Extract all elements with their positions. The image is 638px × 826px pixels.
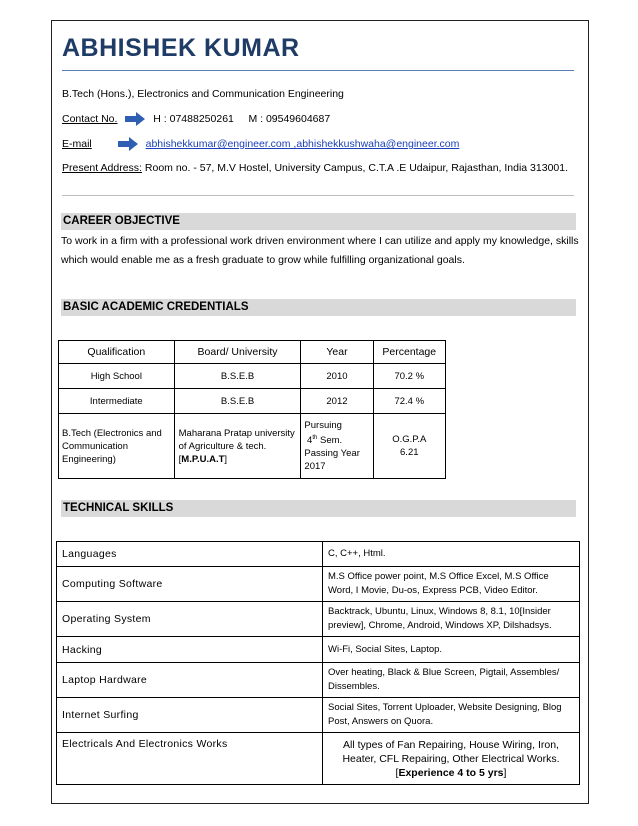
semester-suffix: th	[312, 434, 318, 441]
arrow-right-icon	[124, 112, 146, 126]
electrical-works-text: All types of Fan Repairing, House Wiring, Iron, Heater, CFL Repairing, Other Electrical Works.	[342, 738, 560, 765]
year-status: Pursuing	[304, 419, 342, 431]
qualification-cell: Intermediate	[59, 389, 175, 414]
address-label: Present Address:	[62, 162, 142, 174]
skill-detail: Social Sites, Torrent Uploader, Website Designing, Blog Post, Answers on Quora.	[323, 698, 580, 733]
skills-table	[56, 541, 580, 785]
header-divider	[62, 195, 574, 196]
skill-category: Computing Software	[57, 567, 323, 602]
bracket-open: [	[395, 766, 399, 779]
skill-category: Laptop Hardware	[57, 663, 323, 698]
grade-label: O.G.P.A	[392, 434, 427, 445]
passing-year: Passing Year 2017	[304, 448, 360, 473]
bracket-close: ]	[503, 766, 507, 779]
percentage-cell: 72.4 %	[373, 389, 445, 414]
table-row	[57, 733, 580, 785]
phone-numbers: H : 07488250261 M : 09549604687	[153, 112, 331, 125]
percentage-cell: 70.2 %	[373, 364, 445, 389]
percentage-cell	[373, 414, 445, 479]
degree-line: B.Tech (Hons.), Electronics and Communication Engineering	[62, 88, 344, 100]
skill-detail: C, C++, Html.	[323, 542, 580, 567]
column-header: Year	[301, 341, 373, 364]
skill-detail: Backtrack, Ubuntu, Linux, Windows 8, 8.1, 10[Insider preview], Chrome, Android, Windows XP, Dilshadsys.	[323, 602, 580, 637]
skill-category: Languages	[57, 542, 323, 567]
section-heading-academic: BASIC ACADEMIC CREDENTIALS	[61, 299, 576, 316]
board-bracket: ]	[224, 453, 228, 465]
table-row	[57, 637, 580, 663]
candidate-name: ABHISHEK KUMAR	[62, 34, 300, 62]
table-row	[57, 698, 580, 733]
skill-detail: Over heating, Black & Blue Screen, Pigtail, Assembles/ Dissembles.	[323, 663, 580, 698]
year-semester	[304, 432, 369, 447]
board-text: Maharana Pratap university of Agriculture & tech. [	[178, 427, 295, 465]
email-line	[62, 137, 459, 151]
table-row	[59, 389, 446, 414]
skill-category: Hacking	[57, 637, 323, 663]
qualification-cell: B.Tech (Electronics and Communication Engineering)	[59, 414, 175, 479]
year-cell: 2010	[301, 364, 373, 389]
email-separator: ,	[290, 137, 297, 150]
address-text: Room no. - 57, M.V Hostel, University Campus, C.T.A .E Udaipur, Rajasthan, India 313001.	[144, 162, 569, 174]
board-abbrev: M.P.U.A.T	[181, 453, 225, 465]
column-header: Board/ University	[174, 341, 301, 364]
section-heading-career: CAREER OBJECTIVE	[61, 213, 576, 230]
table-header-row	[59, 341, 446, 364]
column-header: Percentage	[373, 341, 445, 364]
year-cell: 2012	[301, 389, 373, 414]
email-link-1[interactable]: abhishekkumar@engineer.com	[145, 137, 291, 150]
table-row	[57, 542, 580, 567]
table-row	[59, 364, 446, 389]
email-link-2[interactable]: abhishekkushwaha@engineer.com	[296, 137, 460, 150]
grade-value: 6.21	[400, 447, 419, 458]
skill-category: Internet Surfing	[57, 698, 323, 733]
academic-table	[58, 340, 446, 479]
column-header: Qualification	[59, 341, 175, 364]
name-underline	[62, 70, 574, 71]
contact-line	[62, 112, 330, 126]
board-cell: B.S.E.B	[174, 389, 301, 414]
qualification-cell: High School	[59, 364, 175, 389]
table-row	[59, 414, 446, 479]
year-cell	[301, 414, 373, 479]
skill-detail: M.S Office power point, M.S Office Excel, M.S Office Word, I Movie, Du-os, Express PCB, Video Editor.	[323, 567, 580, 602]
table-row	[57, 567, 580, 602]
board-cell	[174, 414, 301, 479]
semester-number: 4	[307, 435, 313, 447]
skill-detail: Wi-Fi, Social Sites, Laptop.	[323, 637, 580, 663]
semester-label: Sem.	[317, 435, 343, 447]
skill-category: Operating System	[57, 602, 323, 637]
address-line	[62, 162, 568, 174]
career-objective-text: To work in a firm with a professional work driven environment where I can utilize and apply my knowledge, skills which would enable me as a fresh graduate to grow while fulfilling organizational goals.	[61, 235, 579, 266]
table-row	[57, 602, 580, 637]
contact-label: Contact No.	[62, 112, 118, 125]
section-heading-skills: TECHNICAL SKILLS	[61, 500, 576, 517]
skill-category: Electricals And Electronics Works	[57, 733, 323, 785]
email-label: E-mail	[62, 137, 92, 150]
table-row	[57, 663, 580, 698]
board-cell: B.S.E.B	[174, 364, 301, 389]
arrow-right-icon	[117, 137, 139, 151]
experience-line	[328, 766, 574, 780]
experience-text: Experience 4 to 5 yrs	[398, 766, 504, 779]
skill-detail	[323, 733, 580, 785]
